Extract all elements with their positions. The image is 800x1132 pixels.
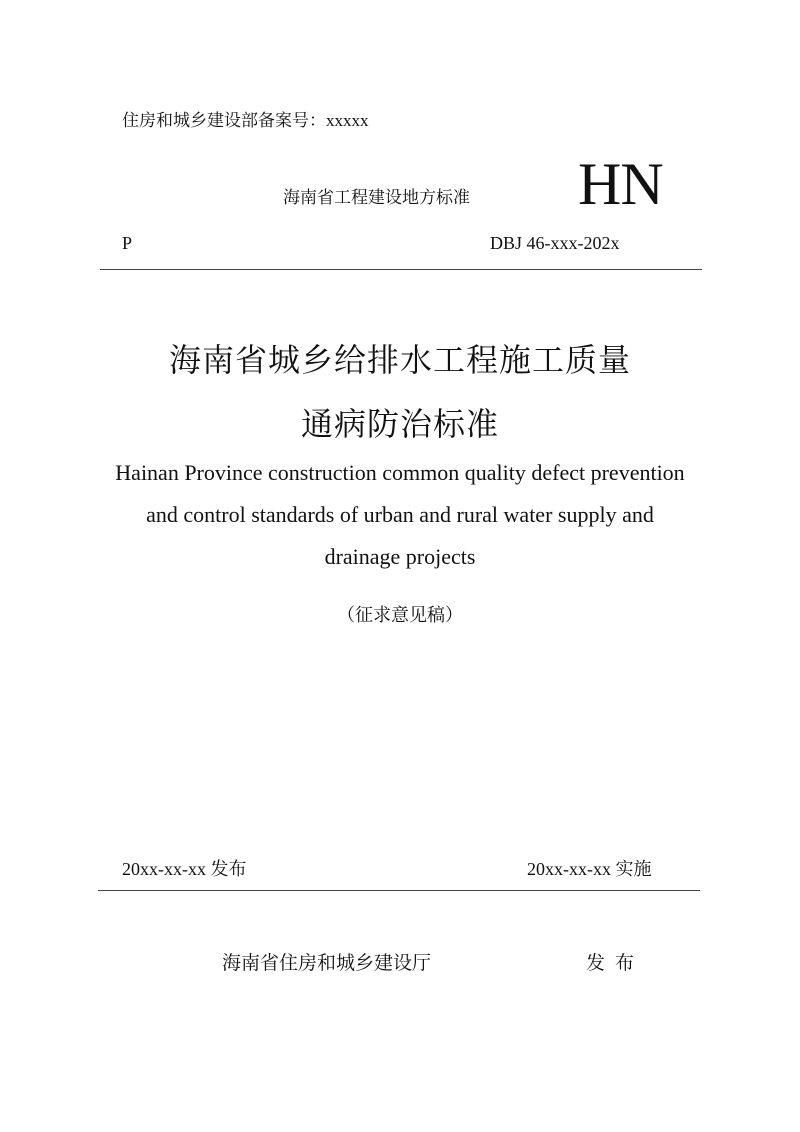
issue-label: 发布: [586, 952, 645, 974]
draft-status: （征求意见稿）: [337, 605, 463, 625]
issuing-authority: 海南省住房和城乡建设厅: [222, 952, 432, 974]
title-english: [0, 452, 800, 578]
title-chinese-line2: 通病防治标准: [300, 406, 499, 442]
top-divider: [100, 269, 702, 270]
classification-code: P: [122, 233, 133, 253]
standard-code: DBJ 46-xxx-202x: [490, 233, 620, 253]
issuer-type: 海南省工程建设地方标准: [283, 188, 470, 207]
title-english-text: Hainan Province construction common quality defect prevention and control standards of urban and rural water supply and drainage projects: [115, 460, 685, 569]
implementation-date: 20xx-xx-xx 实施: [527, 859, 652, 879]
title-chinese-line1: 海南省城乡给排水工程施工质量: [168, 342, 631, 378]
release-date: 20xx-xx-xx 发布: [122, 859, 247, 879]
record-number: 住房和城乡建设部备案号：xxxxx: [122, 111, 369, 130]
hn-logo: HN: [578, 151, 663, 217]
bottom-divider: [98, 890, 700, 891]
